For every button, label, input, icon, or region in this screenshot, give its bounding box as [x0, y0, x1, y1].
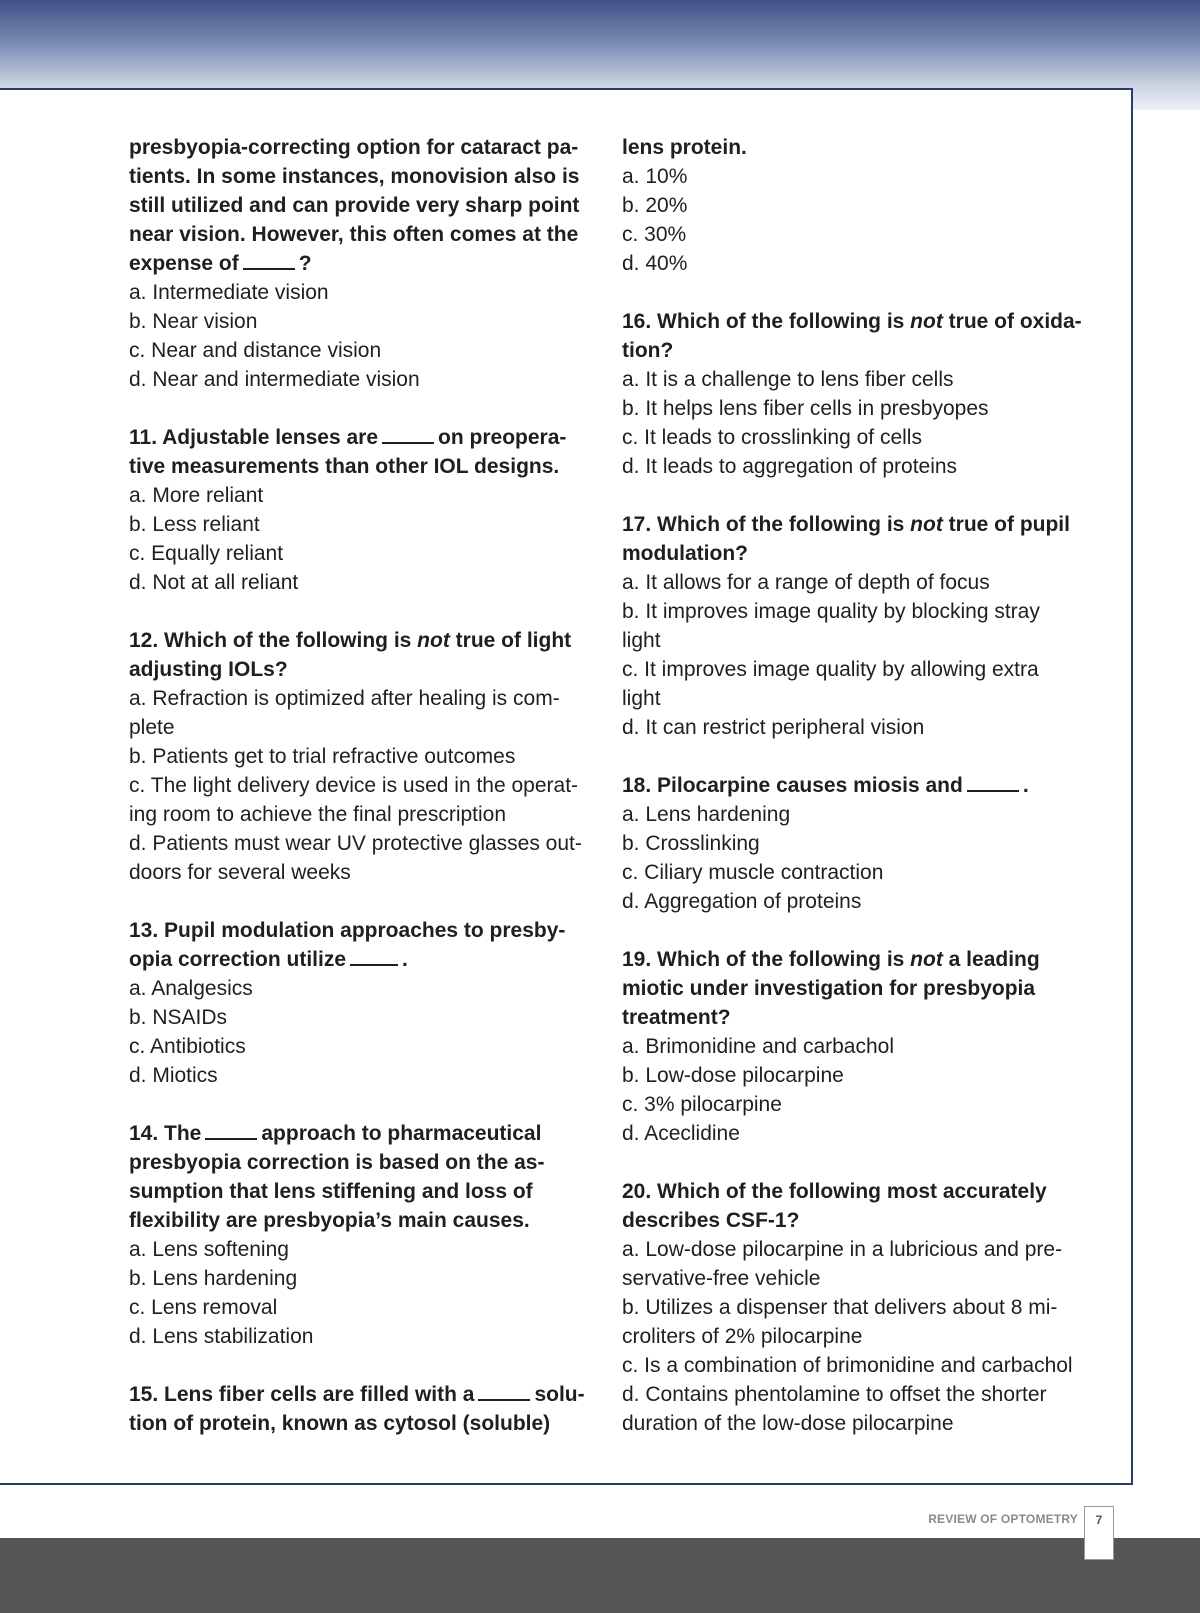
question-15: [129, 1380, 589, 1438]
question-text: tion of protein, known as cytosol (soluble): [129, 1412, 551, 1435]
question-text: still utilized and can provide very sharp point: [129, 194, 580, 217]
answer-option: light: [622, 687, 661, 710]
answer-option: c. 30%: [622, 223, 687, 246]
answer-blank: [350, 946, 398, 966]
answer-option: servative-free vehicle: [622, 1267, 821, 1290]
answer-blank: [967, 772, 1019, 792]
answer-option: c. Is a combination of brimonidine and carbachol: [622, 1354, 1073, 1377]
answer-option: c. It leads to crosslinking of cells: [622, 426, 922, 449]
answer-option: d. 40%: [622, 252, 688, 275]
question-text: tive measurements than other IOL designs.: [129, 455, 560, 478]
answer-option: duration of the low-dose pilocarpine: [622, 1412, 954, 1435]
answer-option: b. Lens hardening: [129, 1267, 298, 1290]
question-text: presbyopia correction is based on the as-: [129, 1151, 545, 1174]
answer-option: a. Brimonidine and carbachol: [622, 1035, 894, 1058]
answer-option: c. Lens removal: [129, 1296, 278, 1319]
answer-option: d. Aggregation of proteins: [622, 890, 862, 913]
answer-option: b. Crosslinking: [622, 832, 760, 855]
answer-option: c. The light delivery device is used in the operat-: [129, 774, 579, 797]
answer-option: b. NSAIDs: [129, 1006, 228, 1029]
question-20: [622, 1177, 1082, 1438]
answer-option: b. Near vision: [129, 310, 258, 333]
answer-option: d. Patients must wear UV protective glasses out-: [129, 832, 582, 855]
answer-option: b. 20%: [622, 194, 688, 217]
question-text: tients. In some instances, monovision also is: [129, 165, 580, 188]
answer-option: c. 3% pilocarpine: [622, 1093, 782, 1116]
question-text: 16. Which of the following is not true of oxida-: [622, 310, 1082, 333]
answer-option: a. Analgesics: [129, 977, 253, 1000]
question-text: 12. Which of the following is not true of light: [129, 629, 572, 652]
answer-option: a. Low-dose pilocarpine in a lubricious and pre-: [622, 1238, 1063, 1261]
question-11: [129, 423, 589, 597]
answer-option: b. Utilizes a dispenser that delivers about 8 mi-: [622, 1296, 1058, 1319]
answer-option: b. Patients get to trial refractive outcomes: [129, 745, 516, 768]
question-text: flexibility are presbyopia’s main causes.: [129, 1209, 530, 1232]
answer-option: c. Equally reliant: [129, 542, 284, 565]
question-text: 14. The approach to pharmaceutical: [129, 1122, 542, 1145]
question-text: describes CSF-1?: [622, 1209, 800, 1232]
answer-option: doors for several weeks: [129, 861, 351, 884]
question-text: 11. Adjustable lenses are on preopera-: [129, 426, 567, 449]
answer-option: a. More reliant: [129, 484, 264, 507]
answer-option: b. It improves image quality by blocking stray: [622, 600, 1040, 623]
answer-option: ing room to achieve the final prescription: [129, 803, 507, 826]
question-15-continued: [622, 133, 1082, 278]
answer-blank: [382, 424, 434, 444]
answer-option: croliters of 2% pilocarpine: [622, 1325, 863, 1348]
page-number: 7: [1084, 1506, 1114, 1560]
question-10-continued: [129, 133, 589, 394]
question-text: 17. Which of the following is not true of pupil: [622, 513, 1070, 536]
question-text: near vision. However, this often comes at the: [129, 223, 579, 246]
footer-band: [0, 1538, 1200, 1613]
answer-option: d. Miotics: [129, 1064, 218, 1087]
answer-option: c. Near and distance vision: [129, 339, 382, 362]
question-text: tion?: [622, 339, 674, 362]
answer-option: d. Aceclidine: [622, 1122, 740, 1145]
question-16: [622, 307, 1082, 481]
question-text: expense of ?: [129, 252, 312, 275]
answer-option: d. Contains phentolamine to offset the shorter: [622, 1383, 1047, 1406]
right-column: [622, 133, 1082, 1467]
publication-name: REVIEW OF OPTOMETRY: [928, 1512, 1078, 1526]
answer-option: c. It improves image quality by allowing extra: [622, 658, 1039, 681]
left-column: [129, 133, 589, 1467]
answer-option: a. Lens hardening: [622, 803, 791, 826]
question-text: 18. Pilocarpine causes miosis and .: [622, 774, 1029, 797]
answer-option: d. Lens stabilization: [129, 1325, 314, 1348]
answer-option: d. Near and intermediate vision: [129, 368, 420, 391]
answer-option: light: [622, 629, 661, 652]
question-text: 15. Lens fiber cells are filled with a solu-: [129, 1383, 585, 1406]
answer-option: d. It leads to aggregation of proteins: [622, 455, 958, 478]
question-text: sumption that lens stiffening and loss of: [129, 1180, 533, 1203]
question-text: modulation?: [622, 542, 748, 565]
answer-blank: [205, 1120, 257, 1140]
question-text: treatment?: [622, 1006, 731, 1029]
answer-option: d. It can restrict peripheral vision: [622, 716, 925, 739]
answer-blank: [243, 250, 295, 270]
answer-option: a. It is a challenge to lens fiber cells: [622, 368, 954, 391]
answer-option: a. 10%: [622, 165, 688, 188]
answer-blank: [478, 1381, 530, 1401]
question-text: 13. Pupil modulation approaches to presby-: [129, 919, 566, 942]
question-17: [622, 510, 1082, 742]
answer-option: a. Lens softening: [129, 1238, 289, 1261]
question-14: [129, 1119, 589, 1351]
answer-option: b. Low-dose pilocarpine: [622, 1064, 844, 1087]
question-13: [129, 916, 589, 1090]
question-text: adjusting IOLs?: [129, 658, 288, 681]
answer-option: a. It allows for a range of depth of focus: [622, 571, 990, 594]
question-text: opia correction utilize .: [129, 948, 408, 971]
question-text: presbyopia-correcting option for cataract pa-: [129, 136, 579, 159]
answer-option: d. Not at all reliant: [129, 571, 299, 594]
answer-option: b. Less reliant: [129, 513, 260, 536]
question-text: miotic under investigation for presbyopia: [622, 977, 1036, 1000]
question-12: [129, 626, 589, 887]
question-text: lens protein.: [622, 136, 747, 159]
question-text: 19. Which of the following is not a leading: [622, 948, 1040, 971]
question-text: 20. Which of the following most accurately: [622, 1180, 1047, 1203]
answer-option: a. Intermediate vision: [129, 281, 329, 304]
question-19: [622, 945, 1082, 1148]
question-18: [622, 771, 1082, 916]
answer-option: plete: [129, 716, 175, 739]
answer-option: c. Ciliary muscle contraction: [622, 861, 884, 884]
answer-option: a. Refraction is optimized after healing is com-: [129, 687, 560, 710]
answer-option: b. It helps lens fiber cells in presbyopes: [622, 397, 989, 420]
answer-option: c. Antibiotics: [129, 1035, 246, 1058]
